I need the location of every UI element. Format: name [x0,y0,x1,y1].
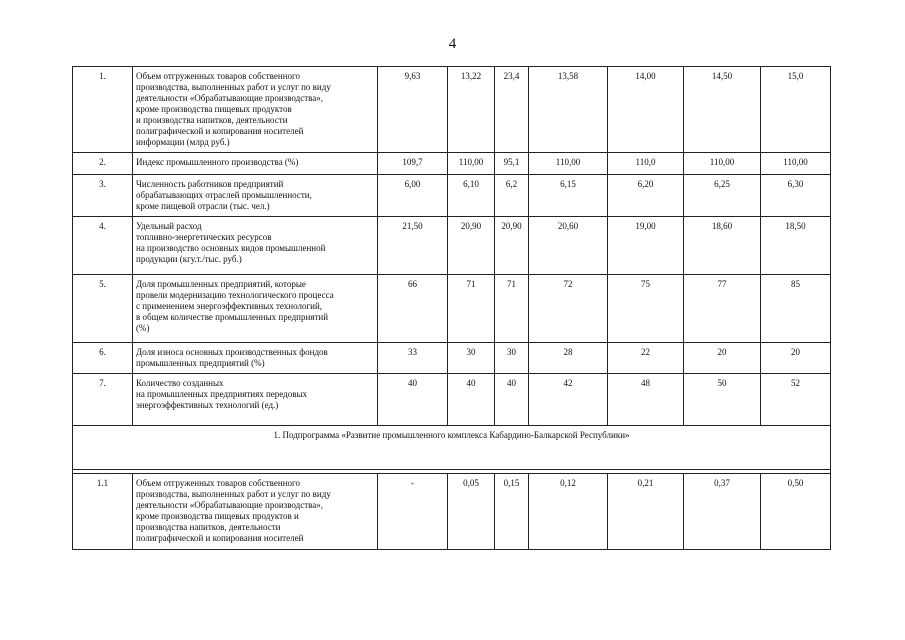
indicator-value: 6,25 [684,175,761,217]
indicator-value: 20,90 [448,217,495,275]
indicator-value: 109,7 [378,153,448,175]
indicator-name: Объем отгруженных товаров собственного производства, выполненных работ и услуг по виду деятельности «Обрабатывающие производства», кроме производства пищевых продуктов и производства напитков, деятельности полиграфической и копирования носителей [133,474,378,550]
indicator-value: 6,00 [378,175,448,217]
indicator-value: 13,22 [448,67,495,153]
indicator-name: Доля износа основных производственных фондов промышленных предприятий (%) [133,343,378,374]
indicator-value: 110,00 [448,153,495,175]
indicator-value: 85 [761,275,831,343]
indicator-value: - [378,474,448,550]
indicator-value: 72 [529,275,608,343]
indicator-value: 0,50 [761,474,831,550]
table-row [73,175,831,217]
indicator-value: 19,00 [608,217,684,275]
row-number: 3. [73,175,133,217]
indicator-value: 20,60 [529,217,608,275]
indicator-name: Объем отгруженных товаров собственного производства, выполненных работ и услуг по виду деятельности «Обрабатывающие производства», кроме производства пищевых продуктов и производства напитков, деятельности полиграфической и копирования носителей информации (млрд руб.) [133,67,378,153]
indicator-name: Доля промышленных предприятий, которые провели модернизацию технологического процесса с применением энергоэффективных технологий, в общем количестве промышленных предприятий (%) [133,275,378,343]
indicator-value: 110,00 [761,153,831,175]
indicator-value: 6,15 [529,175,608,217]
indicator-value: 15,0 [761,67,831,153]
indicator-value: 110,00 [529,153,608,175]
indicator-value: 95,1 [495,153,529,175]
row-number: 1.1 [73,474,133,550]
indicator-value: 9,63 [378,67,448,153]
indicator-value: 0,15 [495,474,529,550]
table-row [73,217,831,275]
table-row [73,374,831,426]
indicator-value: 6,20 [608,175,684,217]
indicator-name: Индекс промышленного производства (%) [133,153,378,175]
indicator-name: Количество созданных на промышленных предприятиях передовых энергоэффективных технологий (ед.) [133,374,378,426]
indicator-value: 13,58 [529,67,608,153]
row-number: 6. [73,343,133,374]
indicator-value: 42 [529,374,608,426]
indicator-value: 20 [761,343,831,374]
indicator-value: 0,21 [608,474,684,550]
page-number: 4 [448,36,457,52]
row-number: 1. [73,67,133,153]
indicator-value: 23,4 [495,67,529,153]
indicator-value: 110,00 [684,153,761,175]
indicator-value: 0,37 [684,474,761,550]
indicator-value: 6,2 [495,175,529,217]
table-row [73,343,831,374]
table-row [73,474,831,550]
indicator-value: 20 [684,343,761,374]
row-number: 2. [73,153,133,175]
subprogram-row [73,426,831,470]
indicator-value: 52 [761,374,831,426]
indicator-value: 110,0 [608,153,684,175]
table-row [73,67,831,153]
row-number: 7. [73,374,133,426]
indicator-value: 71 [448,275,495,343]
indicator-value: 6,10 [448,175,495,217]
indicator-value: 77 [684,275,761,343]
indicator-value: 22 [608,343,684,374]
indicator-value: 21,50 [378,217,448,275]
indicator-value: 40 [378,374,448,426]
indicator-value: 75 [608,275,684,343]
indicator-value: 66 [378,275,448,343]
indicator-value: 14,00 [608,67,684,153]
indicator-value: 50 [684,374,761,426]
indicator-value: 71 [495,275,529,343]
indicator-value: 18,60 [684,217,761,275]
indicator-name: Удельный расход топливно-энергетических ресурсов на производство основных видов промышленной продукции (кгу.т./тыс. руб.) [133,217,378,275]
indicator-value: 40 [448,374,495,426]
indicator-value: 30 [448,343,495,374]
indicator-value: 18,50 [761,217,831,275]
table-row [73,153,831,175]
indicator-value: 0,05 [448,474,495,550]
indicator-value: 0,12 [529,474,608,550]
indicator-value: 33 [378,343,448,374]
indicator-value: 30 [495,343,529,374]
indicator-value: 20,90 [495,217,529,275]
indicator-name: Численность работников предприятий обрабатывающих отраслей промышленности, кроме пищевой отрасли (тыс. чел.) [133,175,378,217]
subprogram-title: 1. Подпрограмма «Развитие промышленного комплекса Кабардино-Балкарской Республики» [73,426,831,470]
indicator-value: 28 [529,343,608,374]
indicators-table [72,66,831,550]
row-number: 5. [73,275,133,343]
indicator-value: 14,50 [684,67,761,153]
row-number: 4. [73,217,133,275]
indicator-value: 6,30 [761,175,831,217]
indicator-value: 40 [495,374,529,426]
indicator-value: 48 [608,374,684,426]
table-row [73,275,831,343]
